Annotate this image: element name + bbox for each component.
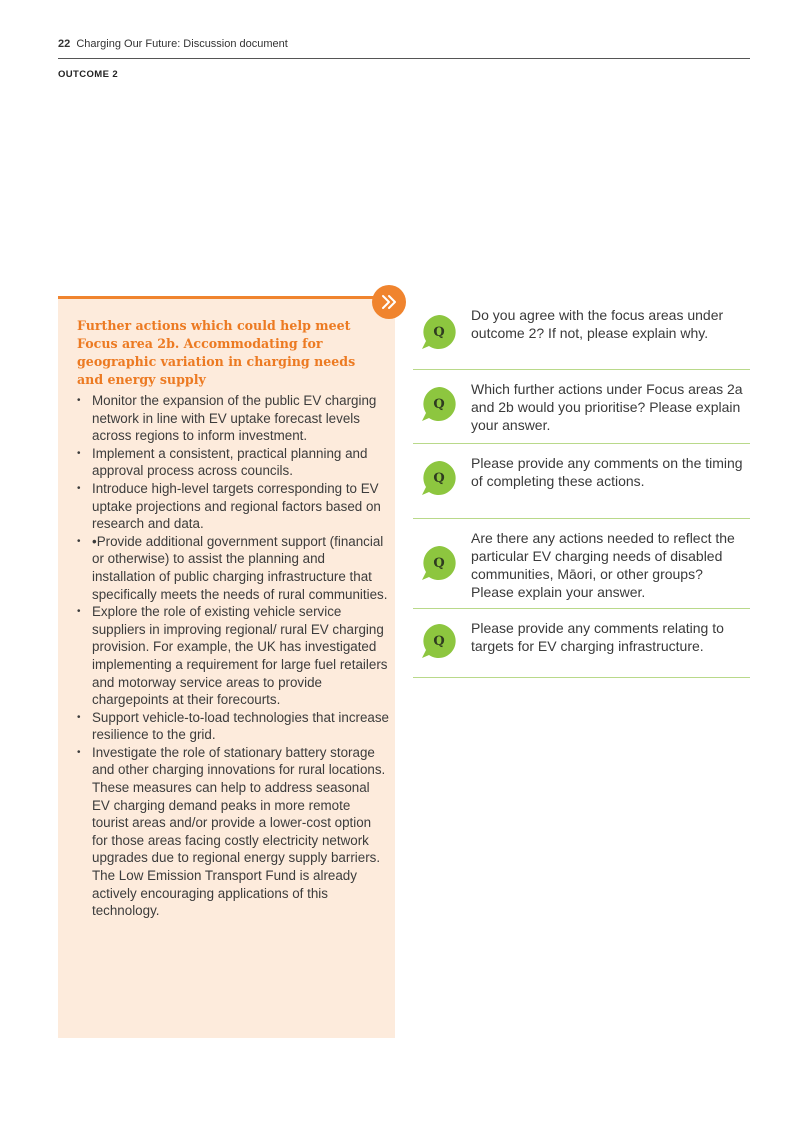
question-badge-label: Q (433, 555, 445, 571)
question-badge-label: Q (433, 633, 445, 649)
action-item: • Introduce high-level targets corresponding to EV uptake projections and regional factors based on research and data. (77, 480, 389, 533)
page-header (58, 38, 288, 50)
question-bubble-icon (420, 460, 458, 496)
action-item: • Investigate the role of stationary battery storage and other charging innovations for rural locations. These measures can help to address seasonal EV charging demand peaks in more remote tourist areas and/or provide a lower-cost option for those areas facing costly electricity network upgrades due to regional energy supply barriers. The Low Emission Transport Fund is already actively encouraging applications of this technology. (77, 744, 389, 920)
box-title: Further actions which could help meet Focus area 2b. Accommodating for geographic variation in charging needs and energy supply (77, 318, 356, 387)
header-divider (58, 58, 750, 59)
question-badge-label: Q (433, 396, 445, 412)
question-text: Please provide any comments on the timing of completing these actions. (471, 455, 743, 489)
double-chevron-right-icon (372, 285, 406, 319)
action-item: • •Provide additional government support (financial or otherwise) to assist the planning and installation of public charging infrastructure that specifically meets the needs of rural communities. (77, 533, 389, 603)
question-item (413, 370, 750, 444)
question-item (413, 296, 750, 370)
action-item: • Implement a consistent, practical planning and approval process across councils. (77, 445, 389, 480)
further-actions-box (58, 296, 395, 1038)
question-text: Are there any actions needed to reflect the particular EV charging needs of disabled communities, Māori, or other groups? Please explain your answer. (471, 530, 735, 600)
question-badge-label: Q (433, 470, 445, 486)
question-text: Which further actions under Focus areas 2a and 2b would you prioritise? Please explain your answer. (471, 381, 743, 433)
section-label: OUTCOME 2 (58, 69, 119, 80)
question-item (413, 444, 750, 519)
document-title: Charging Our Future: Discussion document (76, 38, 288, 50)
action-item: • Explore the role of existing vehicle service suppliers in improving regional/ rural EV charging provision. For example, the UK has investigated implementing a requirement for large fuel retailers and motorway service areas to provide chargepoints at their forecourts. (77, 603, 389, 709)
action-item: • Monitor the expansion of the public EV charging network in line with EV uptake forecast levels across regions to inform investment. (77, 392, 389, 445)
question-item (413, 609, 750, 678)
action-list (77, 392, 389, 920)
question-text: Please provide any comments relating to targets for EV charging infrastructure. (471, 620, 724, 654)
consultation-questions (413, 296, 750, 678)
question-bubble-icon (420, 314, 458, 350)
box-top-rule (58, 296, 378, 299)
question-bubble-icon (420, 545, 458, 581)
question-bubble-icon (420, 386, 458, 422)
question-text: Do you agree with the focus areas under outcome 2? If not, please explain why. (471, 307, 724, 341)
action-item: • Support vehicle-to-load technologies that increase resilience to the grid. (77, 709, 389, 744)
page-number: 22 (58, 38, 71, 50)
question-item (413, 519, 750, 609)
question-badge-label: Q (433, 324, 445, 340)
question-bubble-icon (420, 623, 458, 659)
